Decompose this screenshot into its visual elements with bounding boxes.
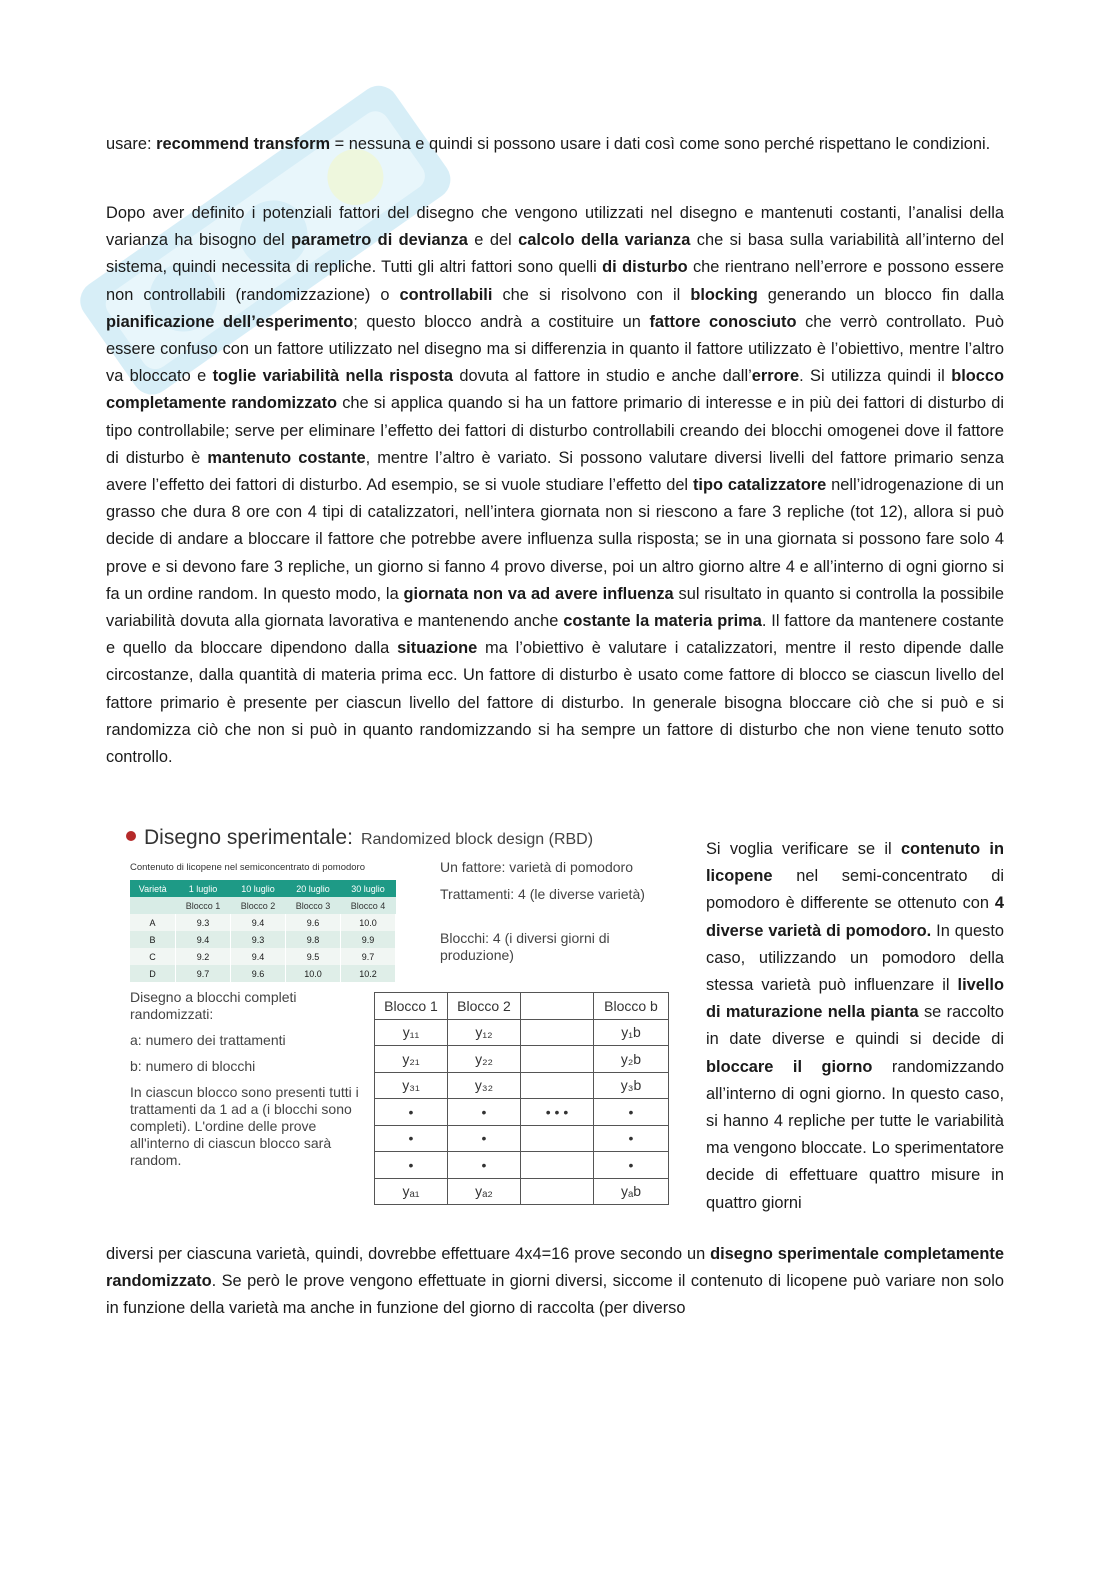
- paragraph-continuation: diversi per ciascuna varietà, quindi, dovrebbe effettuare 4x4=16 prove secondo un disegno sperimentale completamente randomizzato. Se però le prove vengono effettuate in giorni diversi, siccome il contenuto di licopene può variare non solo in funzione della varietà ma anche in funzione del giorno di raccolta (per diverso: [106, 1245, 1005, 1318]
- table-row: [130, 948, 396, 965]
- paragraph-intro: usare: recommend transform = nessuna e quindi si possono usare i dati così come sono perché rispettano le condizioni.: [106, 135, 991, 153]
- table-row: [375, 1019, 669, 1046]
- table-row: [130, 931, 396, 948]
- table-cell: 9.8: [285, 931, 340, 948]
- table-cell: 9.6: [285, 914, 340, 931]
- table-cell: 9.4: [230, 914, 285, 931]
- table-cell: 9.3: [230, 931, 285, 948]
- table-header-cell: Blocco 1: [375, 993, 448, 1020]
- info-blocks: Blocchi: 4 (i diversi giorni di produzione): [440, 930, 610, 963]
- table-cell: [521, 1046, 594, 1073]
- block-design-table: [374, 992, 669, 1205]
- table-cell: [521, 1178, 594, 1205]
- table-cell: y₁₁: [375, 1019, 448, 1046]
- table-row: [375, 1152, 669, 1179]
- table-header-cell: Blocco 2: [448, 993, 521, 1020]
- table-cell: y₂₁: [375, 1046, 448, 1073]
- table-cell: •: [448, 1125, 521, 1152]
- table-cell: 9.9: [340, 931, 395, 948]
- table-cell: 9.5: [285, 948, 340, 965]
- table-cell: [521, 1125, 594, 1152]
- table-cell: y₁b: [594, 1019, 669, 1046]
- table-header-cell: Blocco 1: [175, 897, 230, 914]
- side-paragraph: Si voglia verificare se il contenuto in licopene nel semi-concentrato di pomodoro è differente se ottenuto con 4 diverse varietà di pomodoro. In questo caso, utilizzando un pomodoro della stessa varietà può influenzare il livello di maturazione nella pianta se raccolto in date diverse e quindi si decide di bloccare il giorno randomizzando all’interno di ogni giorno. In questo caso, si hanno 4 repliche per tutte le variabilità ma vengono bloccate. Lo sperimentatore decide di effettuare quattro misure in quattro giorni: [706, 840, 1005, 1212]
- table-header-cell: [130, 897, 175, 914]
- note-title: Disegno a blocchi completi randomizzati:: [130, 989, 297, 1022]
- table-cell: [521, 1072, 594, 1099]
- table-cell: y₁₂: [448, 1019, 521, 1046]
- bullet-icon: [126, 831, 136, 841]
- table-cell: •: [448, 1152, 521, 1179]
- table-row: [130, 965, 396, 982]
- slide-figure: [126, 826, 686, 1226]
- paragraph-blocking: Dopo aver definito i potenziali fattori del disegno che vengono utilizzati nel disegno e mantenuti costanti, l’analisi della varianza ha bisogno del parametro di devianza e del calcolo della varianza che si basa sulla variabilità all’interno del sistema, quindi necessita di repliche. Tutti gli altri fattori sono quelli di disturbo che rientrano nell’errore e possono essere non controllabili (randomizzazione) o controllabili che si risolvono con il blocking generando un blocco fin dalla pianificazione dell’esperimento; questo blocco andrà a costituire un fattore conosciuto che verrò controllato. Può essere confuso con un fattore utilizzato nel disegno ma si differenzia in quanto il fattore utilizzato è l’obiettivo, mentre l’altro va bloccato e toglie variabilità nella risposta dovuta al fattore in studio e anche dall’errore. Si utilizza quindi il blocco completamente randomizzato che si applica quando si ha un fattore primario di interesse e in più dei fattori di disturbo di tipo controllabile; serve per eliminare l’effetto dei fattori di disturbo controllabili creando dei blocchi omogenei dove il fattore di disturbo è mantenuto costante, mentre l’altro è variato. Si possono valutare diversi livelli del fattore primario senza avere l’effetto dei fattori di disturbo. Ad esempio, se si vuole studiare l’effetto del tipo catalizzatore nell’idrogenazione di un grasso che dura 8 ore con 4 tipi di catalizzatori, nell’intera giornata non si riescono a fare 3 repliche (tot 12), allora si può decide di andare a bloccare il fattore che potrebbe avere influenza sulla risposta; se in una giornata si possono fare solo 4 prove e si devono fare 3 repliche, un giorno si fanno 4 provo diverse, poi un altro giorno altre 4 e all’interno di ogni giorno si fa un ordine random. In questo modo, la giornata non va ad avere influenza sul risultato in quanto si controlla la possibile variabilità dovuta alla giornata lavorativa e mantenendo anche costante la materia prima. Il fattore da mantenere costante e quello da bloccare dipendono dalla situazione ma l’obiettivo è valutare i catalizzatori, mentre il resto dipende dalle circostanze, dalla quantità di materia prima ecc. Un fattore di disturbo è usato come fattore di blocco se ciascun livello del fattore primario è presente per ciascun livello del fattore di disturbo. In generale bisogna bloccare ciò che si può e si randomizza ciò che non si può in quanto randomizzando si ha sempre un fattore di disturbo che non viene tenuto sotto controllo.: [106, 204, 1005, 767]
- table-cell: B: [130, 931, 175, 948]
- table-row: [375, 1178, 669, 1205]
- info-factor: Un fattore: varietà di pomodoro: [440, 859, 633, 875]
- slide-title: Disegno sperimentale: Randomized block design (RBD): [126, 826, 593, 850]
- table-cell: 10.0: [340, 914, 395, 931]
- table-cell: 9.7: [175, 965, 230, 982]
- table-cell: •: [594, 1152, 669, 1179]
- table-header-cell: [521, 993, 594, 1020]
- table-header-cell: Blocco 2: [230, 897, 285, 914]
- table-cell: •: [375, 1099, 448, 1126]
- table-header-cell: 20 luglio: [285, 880, 340, 897]
- table-cell: y₂₂: [448, 1046, 521, 1073]
- table-cell: [521, 1019, 594, 1046]
- table-cell: 10.0: [285, 965, 340, 982]
- table-cell: yₐ₁: [375, 1178, 448, 1205]
- table-cell: •: [594, 1125, 669, 1152]
- table-row: [375, 1072, 669, 1099]
- table-cell: 9.4: [175, 931, 230, 948]
- table-header-cell: 10 luglio: [230, 880, 285, 897]
- info-treatments: Trattamenti: 4 (le diverse varietà): [440, 886, 645, 902]
- table-cell: 9.7: [340, 948, 395, 965]
- table-cell: •: [375, 1152, 448, 1179]
- table-cell: D: [130, 965, 175, 982]
- licopene-table: [130, 880, 396, 982]
- table-cell: 9.3: [175, 914, 230, 931]
- table-header-cell: Blocco 3: [285, 897, 340, 914]
- table-header-cell: Varietà: [130, 880, 175, 897]
- table-cell: y₃₂: [448, 1072, 521, 1099]
- table-header-cell: 30 luglio: [340, 880, 395, 897]
- design-notes: [130, 989, 360, 1178]
- table-cell: yₐb: [594, 1178, 669, 1205]
- table-cell: • • •: [521, 1099, 594, 1126]
- table-cell: •: [448, 1099, 521, 1126]
- table-cell: •: [594, 1099, 669, 1126]
- table-cell: 9.2: [175, 948, 230, 965]
- table-cell: 9.6: [230, 965, 285, 982]
- table-cell: y₃b: [594, 1072, 669, 1099]
- table-row: [375, 1046, 669, 1073]
- table-row: [130, 914, 396, 931]
- note-description: In ciascun blocco sono presenti tutti i trattamenti da 1 ad a (i blocchi sono completi). L'ordine delle prove all'interno di ciascun blocco sarà random.: [130, 1084, 359, 1168]
- table-cell: [521, 1152, 594, 1179]
- table-header-cell: Blocco 4: [340, 897, 395, 914]
- table-row: [375, 993, 669, 1020]
- note-b: b: numero di blocchi: [130, 1058, 256, 1074]
- note-a: a: numero dei trattamenti: [130, 1032, 286, 1048]
- table-header-cell: Blocco b: [594, 993, 669, 1020]
- table-caption: Contenuto di licopene nel semiconcentrato di pomodoro: [130, 862, 366, 873]
- table-cell: y₂b: [594, 1046, 669, 1073]
- table-header-cell: 1 luglio: [175, 880, 230, 897]
- table-cell: y₃₁: [375, 1072, 448, 1099]
- table-cell: 9.4: [230, 948, 285, 965]
- table-row: [375, 1099, 669, 1126]
- table-cell: 10.2: [340, 965, 395, 982]
- table-cell: yₐ₂: [448, 1178, 521, 1205]
- table-cell: C: [130, 948, 175, 965]
- table-cell: •: [375, 1125, 448, 1152]
- table-row: [375, 1125, 669, 1152]
- table-cell: A: [130, 914, 175, 931]
